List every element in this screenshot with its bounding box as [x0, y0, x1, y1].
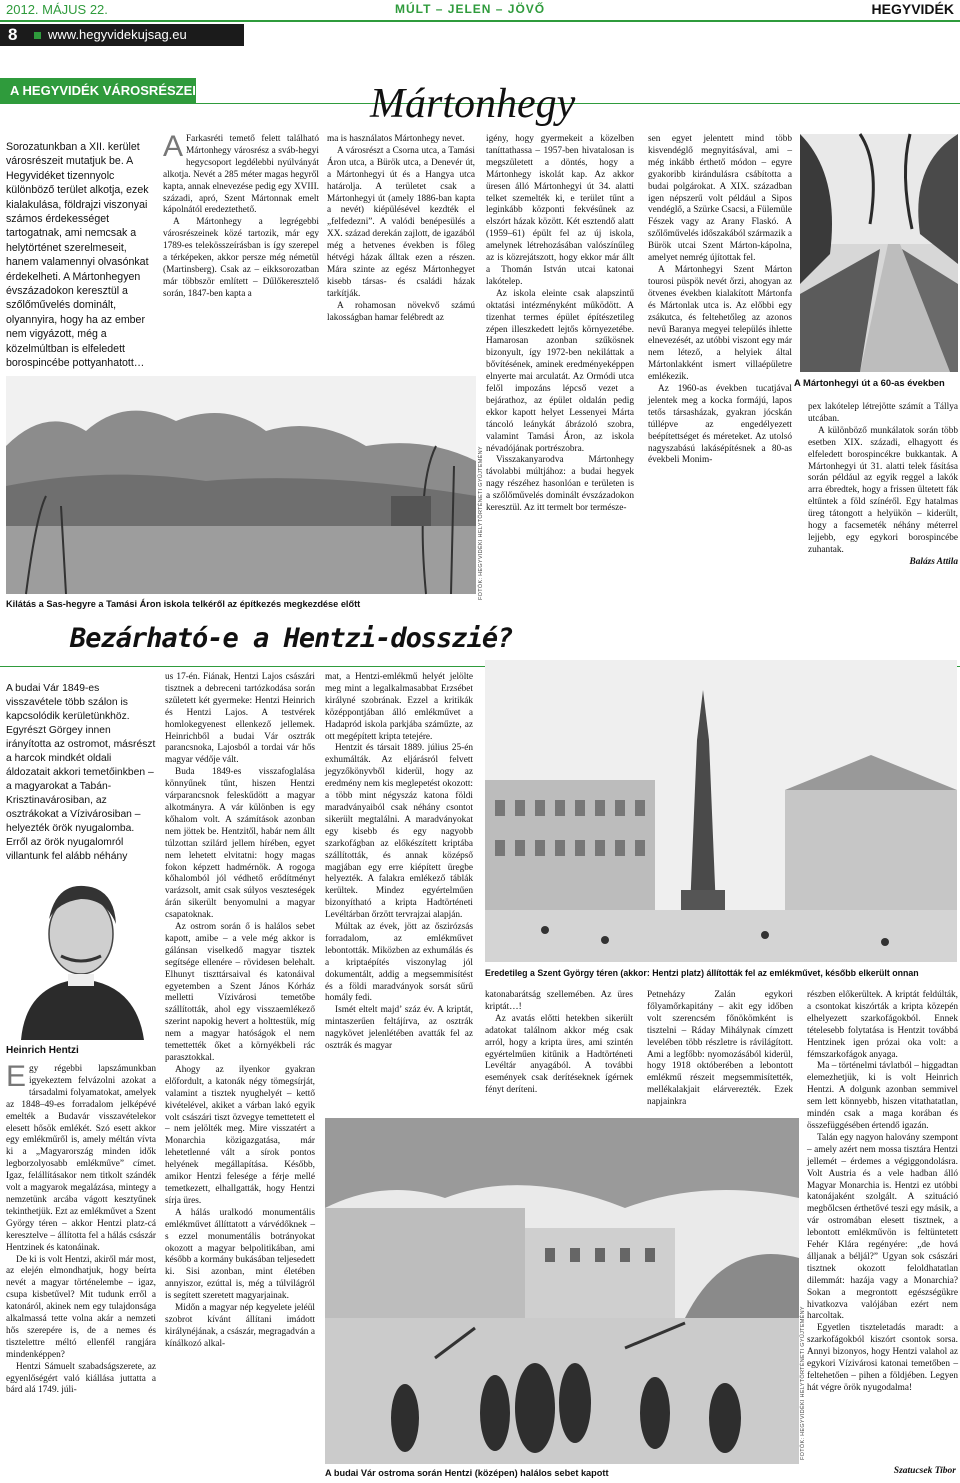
series-rule — [196, 103, 960, 104]
paragraph: Ma – történelmi távlatból – higgadtan elemezhetjük, ki is volt Heinrich Hentzi. A dolgunk azonban semmivel sem lett könnyebb, hiszen vitathatatlan, mindén csak a maga korában és összefüggésében értendő igazán. — [807, 1061, 958, 1131]
paragraph: A rohamosan növekvő számú lakosságban hamar felébredt az — [327, 300, 475, 323]
paragraph: igény, hogy gyermekeit a közelben taníttathassa – 1957-ben hivatalosan is megszületett a döntés, hogy a Mártonhegy iskolát kap. Az akkor üresen álló Mártonhegyi út 34. alatti telket szemelték ki, e terület tűnt a leginkább központi fekvésűnek az elszórt házak között. Két esztendő alatt (1959–61) épült fel az új iskola, amelynek létrehozásában valószínűleg az is közrejátszott, hogy ekkor már állt a Thomán István utcai katonai lakótelep. — [486, 134, 634, 287]
paragraph: pex lakótelep létrejötte számít a Tállya utcában. — [808, 402, 958, 424]
paragraph: Múltak az évek, jött az őszirózsás forradalom, az emlékművet lebontották. Miközben az exhumálás és a kriptaépítés viszonylag jól dokumentált, addig a megsemmisítést és a földi maradványok sorsát sűrű homály fedi. — [325, 922, 473, 1004]
article1-column-2 — [327, 134, 475, 366]
issue-date: 2012. MÁJUS 22. — [6, 2, 108, 17]
dropcap-e: E — [6, 1060, 27, 1093]
article-title-martonhegy: Mártonhegy — [370, 81, 576, 127]
paragraph: ma is használatos Mártonhegy nevet. — [327, 134, 465, 144]
photo-sas-hegy — [6, 376, 476, 594]
article2-column-4 — [485, 990, 633, 1108]
paragraph: A hálás uralkodó monumentális emlékművet állíttatott a várvédőknek – s ezzel monumentális botrányokat okozott a magyar belpolitikában, ami később a kormány bukásában teljesedett ki. Sisi azonban, mint életében annyiszor, ezúttal is, még a túlvilágról is segített szeretett magyarjainak. — [165, 1207, 315, 1302]
paragraph: gy régebbi lapszámunkban igyekeztem felvázolni azokat a társadalmi folyamatokat, amelyek az 1848–49-es forradalom jelképévé emelték a Budavár visszavételekor elesett hősök emlékét. Szó esett akkor egy emlékműről is, amely méltán vívta ki a „Magyarország minden idők legborzolyosabb emlékműve” címet. Igaz, felállításakor nem titkolt szándék volt a magyarok megalázása, mintegy a nemzetünk arcába vágott kesztyűnek tekinthetjük. Ezt az emlékművet a Szent György téren – akkor Hentzi platz-cá keresztelve – állította fel a hálás császár Hentzinek és katonáinak. — [6, 1064, 156, 1253]
photo-var-ostroma — [325, 1118, 799, 1464]
paragraph: Visszakanyarodva Mártonhegy távolabbi múltjához: a budai hegyek nagy részéhez hasonlóan e területen is a szőlőművelés dominált évszázadokon keresztül. Az itt termelt bor természe- — [486, 455, 634, 514]
paragraph: Buda 1849-es visszafoglalása könnyűnek tűnt, hiszen Hentzi várparancsnok feleskűdött a magyar alkotmányra. A vár különben is egy kőhalom volt. A számítások azonban nem jöttek be. Hentzitől, habár nem állt túlzottan szilárd jellem hírében, egyet nem lehetett elvitatni: hogy magas fokon képzett hadmérnök. A rogoga kőhalomból jól védhető erődítményt varázsolt, amit csak súlyos veszteségek árán sikerült benyomulni a magyar csapatoknak. — [165, 767, 315, 921]
paragraph: részben előkerültek. A kriptát feldúlták, a csontokat kiszórták a kripta közepén elhelyezett szarkofágokból. Ennek tételesebb folytatása is Hentzit továbbá Hentzinek igen prózai oka volt: a fémszarkofágok anyaga. — [807, 990, 958, 1060]
article1-lead: Sorozatunkban a XII. kerület városrészeit mutatjuk be. A Hegyvidéket tizennyolc különböző terület alkotja, ezek kialakulása, földrajzi viszonyai számos érdekességet tartogatnak, ami nemcsak a helytörténet szerelmeseit, hanem valamennyi olvasónkat érdekelheti. A Mártonhegyen évszázadokon keresztül a szőlőművelés dominált, olyannyira, hogy ha az ember nem vigyázott, még a közelmúltban is elfeledett borospincébe pottyanhatott… — [6, 141, 149, 370]
square-engraving-illustration — [485, 660, 957, 962]
bullet — [34, 32, 41, 39]
section-title: MÚLT – JELEN – JÖVŐ — [395, 2, 546, 16]
paragraph: Petneházy Zalán egykori főlyamőrkapitány – akit egy időben volt szerencsém főnökömként is tisztelni – Ráday Mihálynak címzett levelében több részletre is rávilágított. Ami a legfőbb: nyomozásából kiderül, hogy 1918 októberében a lebontott emlékmű részeit megsemmisítették, mellékalakjait elárverezték. Ezek napjainkra — [647, 990, 793, 1108]
paragraph: Midőn a magyar nép kegyelete jeléül szobrot kívánt állítani imádott királynéjának, a császár, megragadván a kínálkozó alkal- — [165, 1303, 315, 1349]
paragraph: Talán egy nagyon halovány szempont – amely azért nem mossa tisztára Hentzi jellemét – érdemes a végiggondolásra. Volt Austria és a vele hadban álló Magyar Monarchia is. Hentzi ez utóbbi katonájaként szolgált. A szituáció megbőlcsen érthetővé teszi egy másik, a vár ostromában elesett tisztnek, a lebontott emlékművön is feltüntetett Fehér Klára regényére: „de hová álljanak a béljál?” Ugyan sok császári tisztnek okozott feloldhatatlan dilemmát: hazája vagy a Monarchia? Sokan a megrontott egészségükre hivatkozva valójában ezért nem harcoltak. — [807, 1132, 958, 1322]
paragraph: mat, a Hentzi-emlékmű helyét jelölte meg mint a legalkalmasabbat Erzsébet királyné szobrának. Ezzel a kritikák középpontjában álló emlékművet a Hadapród iskola parkjába száműzte, az ott megépített kripta tetejére. — [325, 672, 473, 742]
paragraph: us 17-én. Fiának, Hentzi Lajos császári tisztnek a debreceni tartózkodása során született két gyermeke: Hentzi Heinrich és Hentzi Lajos. A testvérek homlokegyenest ellenkező jellemek. Heinrichből a budai Vár osztrák parancsnoka, Lajosból a tordai vár hős magyar védője vált. — [165, 672, 315, 766]
article1-column-4 — [648, 134, 792, 614]
article2-column-2 — [165, 672, 315, 1478]
photo4-credit: FOTÓK: HEGYVIDÉKI HELYTÖRTÉNETI GYŰJTEMÉNY — [800, 1306, 806, 1460]
paragraph: Az ostrom során ő is halálos sebet kapott, amibe – a vele még akkor is gálánsan viselkedő magyar tisztek segítsége ellenére – rövidesen belehalt. Elhunyt tiszttársaival és katonáival egyetemben a Szent János Kórház melletti Vízivárosi temetőbe szállították, ahol egy visszaemlékező szerint napokig hevert a holttestük, míg nem a magyar hatóságok el nem temettették őket a környékbeli rác parasztokkal. — [165, 922, 315, 1063]
paragraph: Az avatás előtti hetekben sikerült adatokat találnom akkor még csak arról, hogy a kripta üres, ami szintén egyértelműen kitűnik a Hadtörténeti Levéltár anyagából. A további események csak derítéseknek ígérnek fényt deríteni. — [485, 1013, 633, 1096]
page-number-box — [0, 24, 244, 46]
photo1-credit: FOTÓK: HEGYVIDÉKI HELYTÖRTÉNETI GYŰJTEMÉNY — [478, 446, 484, 600]
paragraph: Hentzit és társait 1889. július 25-én exhumálták. Az eljárásról felvett jegyzőkönyvből kiderül, hogy az eredmény nem kis meglepetést okozott: a több mint négyszáz katona földi maradványaiból csak néhány csontot sikerült megtalálni. A maradványokat egy kisebb és egy nagyobb szarkofágban az előkészített kriptába szállították, és annak középső magjában egy erre kiépített üregbe helyezték. A falakra emlékező táblák kerültek. Mindez egyértelműen bizonyítható a kripta Hadtörténeti Levéltárban őrzött tervrajzai alapján. — [325, 743, 473, 921]
portrait-illustration — [6, 864, 156, 1040]
header-bar — [0, 0, 960, 22]
paragraph: De ki is volt Hentzi, akiről már most, az elején elmondhatjuk, hogy beírta nevét a magyar történelembe – igaz, csupa kisbetűvel? Mit tudunk erről a katonáról, akinek nem egy tulajdonsága alkalmassá tette volna akár a nemzeti hős szerepére is, de a nemes és tisztelettre méltó ellenfél rangjára mindenképpen? — [6, 1254, 156, 1360]
article1-column-5 — [808, 402, 958, 614]
paragraph: Ismét eltelt majd’ száz év. A kriptát, mintaszerűen feltájírva, az osztrák nagykövet jelenlétében avatták fel az osztrák és magyar — [325, 1005, 473, 1052]
site-url[interactable]: www.hegyvidekujsag.eu — [48, 27, 187, 42]
paragraph: katonabarátság szellemében. Az üres kriptát…! — [485, 990, 633, 1012]
paragraph: Farkasréti temető felett található Mártonhegy városrész a sváb-hegyi hegycsoport legdélebbi nyúlványát alkotja. Nevét a 285 méter magas hegyről kapta, annak elnevezése pedig egy XVIII. századi, apró, Szent Mártonnak emelt kápolnától eredeztethető. — [163, 134, 319, 216]
photo-landscape-illustration — [6, 376, 476, 594]
hentzi-portrait — [6, 864, 156, 1040]
series-label: A HEGYVIDÉK VÁROSRÉSZEI — [10, 83, 196, 98]
article-title-hentzi: Bezárható-e a Hentzi-dosszié? — [70, 623, 513, 654]
article2-lead: A budai Vár 1849-es visszavétele több szálon is kapcsolódik kerületünkhöz. Egyrészt Görgey innen irányította az ostromot, másrészt a harcok mindkét oldali áldozatait akkori temetőinkben – a magyarokat a Tabán-Krisztinavárosiban, az osztrákokat a Vízivárosiban – helyezték örök nyugalomba. Erről az örök nyugalomról villantunk fel alább néhány — [6, 683, 156, 862]
photo4-caption: A budai Vár ostroma során Hentzi (középen) halálos sebet kapott — [325, 1468, 609, 1478]
article2-column-1 — [6, 1060, 156, 1476]
photo-szent-gyorgy-ter — [485, 660, 957, 962]
article1-column-3 — [486, 134, 634, 614]
author-signature: Balázs Attila — [909, 556, 958, 567]
photo-road-illustration — [800, 134, 958, 372]
article1-column-1 — [163, 130, 319, 366]
article2-column-3 — [325, 672, 473, 1117]
photo2-caption: A Mártonhegyi út a 60-as években — [794, 377, 945, 388]
paragraph: Ahogy az ilyenkor gyakran előfordult, a katonák négy tömegsírját, valamint a tisztek nyughelyét – kettő kivételével, akiket a várban lakó egyik volt császári tiszt özvegye temettetett el – nem jelölték meg. Mire visszatért a Monarchia közigazgatása, már lehetetlenné vált a sírok pontos helyének megállapítása. Később, amikor Hentzi felesége a férje mellé temetkezett, elhallgatták, hogy Hentzi sírja üres. — [165, 1064, 315, 1206]
paragraph: A városrészt a Csorna utca, a Tamási Áron utca, a Bürök utca, a Denevér út, a Mártonhegyi út és a Hangya utca határolja. A területet csak a Mártonhegyi út (amely 1886-ban kapta a nevét) kiépülésével kezdték el „felfedezni”. A valódi benépesülés a XX. század derekán zajlott, de igazából még a hetvenes években is főleg hétvégi házak álltak ezen a részen. Mára szinte az egész Mártonhegyet kisebb társas- és családi házak tarkítják. — [327, 145, 475, 299]
paragraph: Az 1960-as években tucatjával jelentek meg a kocka formájú, lapos tetős társasházak, gyakran jócskán túllépve az engedélyezett beépítettséget és méreteket. Az utolsó nagyszabású lakásépítésnek a 80-as évekbeli Monim- — [648, 384, 792, 466]
photo-martonhegyi-ut — [800, 134, 958, 372]
dropcap-a: A — [163, 130, 184, 163]
paragraph: sen egyet jelentett mind több kisvendéglő megnyitásával, ami – még inkább érthető módon – egyre gyakoribb kirándulásra csábította a budai polgárokat. A XIX. században igen népszerű volt például a Sipos vendéglő, a Szürke Csacsi, a Fülemüle Fészek vagy az Arany Flaskó. A szőlőművelés időszakából származik a Bürök utcai Szent Márton-kápolna, amelyet nemrég újítottak fel. — [648, 134, 792, 264]
siege-engraving-illustration — [325, 1118, 799, 1464]
portrait-caption: Heinrich Hentzi — [6, 1045, 79, 1056]
paragraph: A különböző munkálatok során több esetben XIX. századi, elhagyott és elfeledett borospincékre bukkantak. A Mártonhegyi út 31. alatti telek fásítása során például az egyik reggel a lakók arra ébredtek, hogy a frissen ültetett fák eltűntek a föld színéről. Egy hatalmas üreg tátongott a helyükön – kiderült, hogy a facsemeték néhány méterrel lejjebb, egy egykori borospincébe zuhantak. — [808, 425, 958, 555]
author-signature-2: Szatucsek Tibor — [893, 1466, 956, 1476]
paper-name: HEGYVIDÉK — [871, 1, 954, 17]
paragraph: A Mártonhegyi Szent Márton tourosi püspök nevét őrzi, ahogyan az ötvenes években kialakított Mártonfa és Mártonlak utca is. Az előbbi egy zsákutca, és feltehetőleg az azonos nevű Baranya megyei település ihlette elnevezését, az utóbbi viszont egy már nem létező, a helyiek által Mártonlakként ismert villaépületre emlékezik. — [648, 264, 792, 383]
paragraph: A Mártonhegy a legrégebbi városrészeinek közé tartozik, már egy 1789-es telekösszeírásban is így szerepel a térképeken, akkor persze még németül (Martinsberg). Csak az – eikksorozatban már többször említett – Dűlőkeresztelő során, 1847-ben kapta a — [163, 217, 319, 299]
article2-column-6 — [807, 990, 958, 1460]
article2-column-5 — [647, 990, 793, 1108]
photo3-caption: Eredetileg a Szent György téren (akkor: Hentzi platz) állították fel az emlékművet, később elkerült onnan — [485, 968, 919, 978]
paragraph: Egyetlen tiszteletadás maradt: a szarkofágokból kiszórt csontok sorsa. Annyi bizonyos, hogy Hentzi valahol az egykori Vízivárosi katonai temetőben – feltehetően – pihen a földjében. Legyen hát végre örök nyugodalma! — [807, 1323, 958, 1393]
paragraph: Hentzi Sámuelt szabadságszerete, az egyenlőségért való kiállása juttatta a bárd alá 1749. júli- — [6, 1361, 156, 1396]
page-number: 8 — [8, 25, 18, 44]
series-label-box — [0, 78, 196, 104]
photo1-caption: Kilátás a Sas-hegyre a Tamási Áron iskola telkéről az építkezés megkezdése előtt — [6, 599, 361, 609]
paragraph: Az iskola eleinte csak alapszintű oktatási intézményként működött. A tizenhat termes épület építészetileg zépen illeszkedett lejtős környezetébe. Hamarosan azonban szűkösnek bizonyult, így 1972-ben nekiláttak a bővítésének, aminek eredményeképpen elnyerte mai arculatát. Az Ormódi utca felől impozáns lépcső vezet a bejárathoz, az épület oldalán pedig ekkor kapott helyet Lessenyei Márta táncoló leánykát ábrázoló szobra, valamint Tamási Áron, az iskola névadójának portrészobra. — [486, 288, 634, 454]
